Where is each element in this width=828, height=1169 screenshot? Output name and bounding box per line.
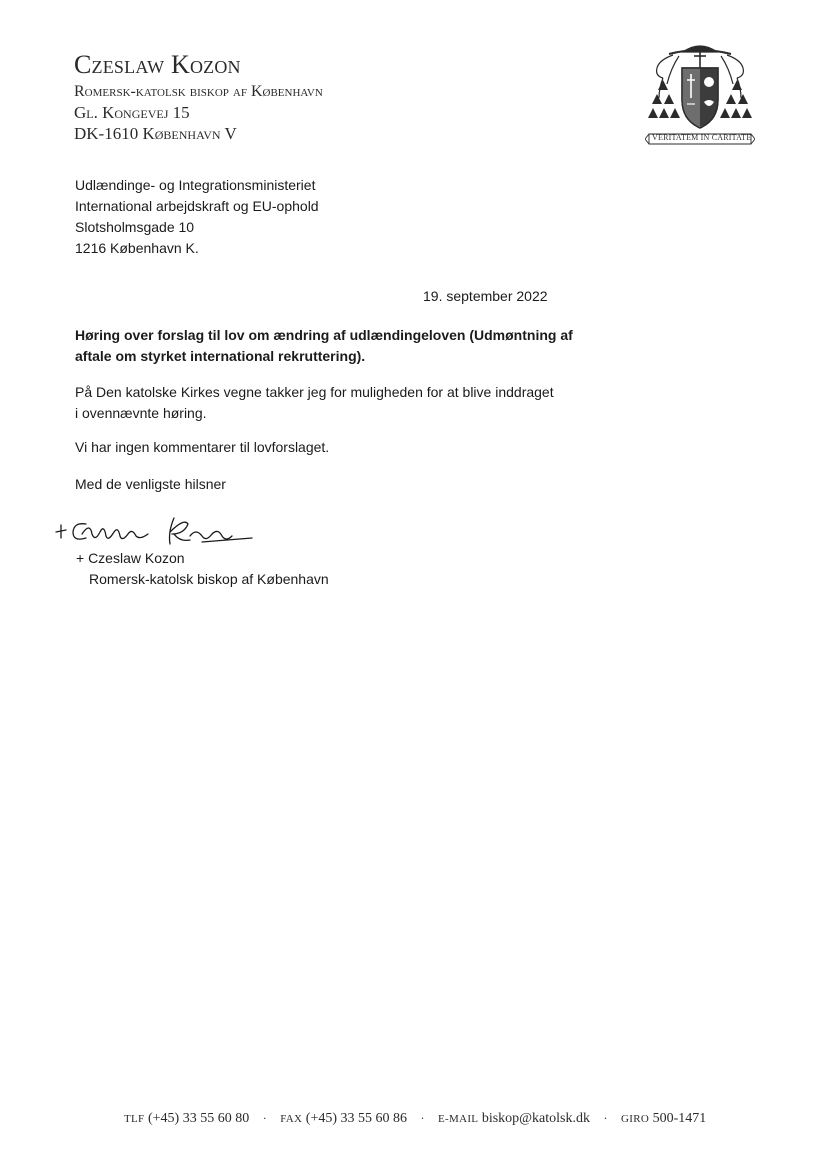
footer-fax: (+45) 33 55 60 86 [305, 1111, 408, 1126]
recipient-line-3: Slotsholmsgade 10 [75, 219, 195, 235]
footer-phone-label: TLF [124, 1113, 145, 1125]
footer-phone: (+45) 33 55 60 80 [147, 1111, 250, 1126]
letterhead-name: Czeslaw Kozon [74, 50, 241, 79]
signatory-title: Romersk-katolsk biskop af København [89, 571, 329, 587]
subject-line-1: Høring over forslag til lov om ændring af udlændingeloven (Udmøntning af [75, 327, 573, 343]
crest-motto: VERITATEM IN CARITATE [652, 133, 752, 142]
footer-separator: · [262, 1111, 267, 1125]
letterhead-city: DK-1610 København V [74, 124, 237, 143]
body-paragraph-1-line-1: På Den katolske Kirkes vegne takker jeg for muligheden for at blive inddraget [75, 384, 554, 400]
footer-separator: · [420, 1111, 425, 1125]
body-paragraph-1-line-2: i ovennævnte høring. [75, 405, 207, 421]
body-paragraph-2: Vi har ingen kommentarer til lovforslaget. [75, 439, 330, 455]
signatory-name: + Czeslaw Kozon [76, 550, 185, 566]
letterhead-street: Gl. Kongevej 15 [74, 103, 190, 122]
subject-line-2: aftale om styrket international rekruttering). [75, 348, 366, 364]
footer-giro-label: GIRO [621, 1113, 650, 1125]
recipient-line-2: International arbejdskraft og EU-ophold [75, 198, 319, 214]
footer-email: biskop@katolsk.dk [481, 1111, 590, 1126]
letter-date: 19. september 2022 [423, 288, 548, 304]
footer-email-label: E-MAIL [438, 1113, 479, 1125]
closing-greeting: Med de venligste hilsner [75, 476, 226, 492]
footer-fax-label: FAX [280, 1113, 303, 1125]
coat-of-arms-icon [645, 38, 755, 146]
letter-footer [124, 1111, 706, 1127]
handwritten-signature [52, 512, 262, 552]
recipient-line-1: Udlændinge- og Integrationsministeriet [75, 177, 316, 193]
footer-separator: · [603, 1111, 608, 1125]
recipient-line-4: 1216 København K. [75, 240, 199, 256]
footer-giro: 500-1471 [652, 1111, 707, 1126]
letterhead-title: Romersk-katolsk biskop af København [74, 83, 323, 100]
